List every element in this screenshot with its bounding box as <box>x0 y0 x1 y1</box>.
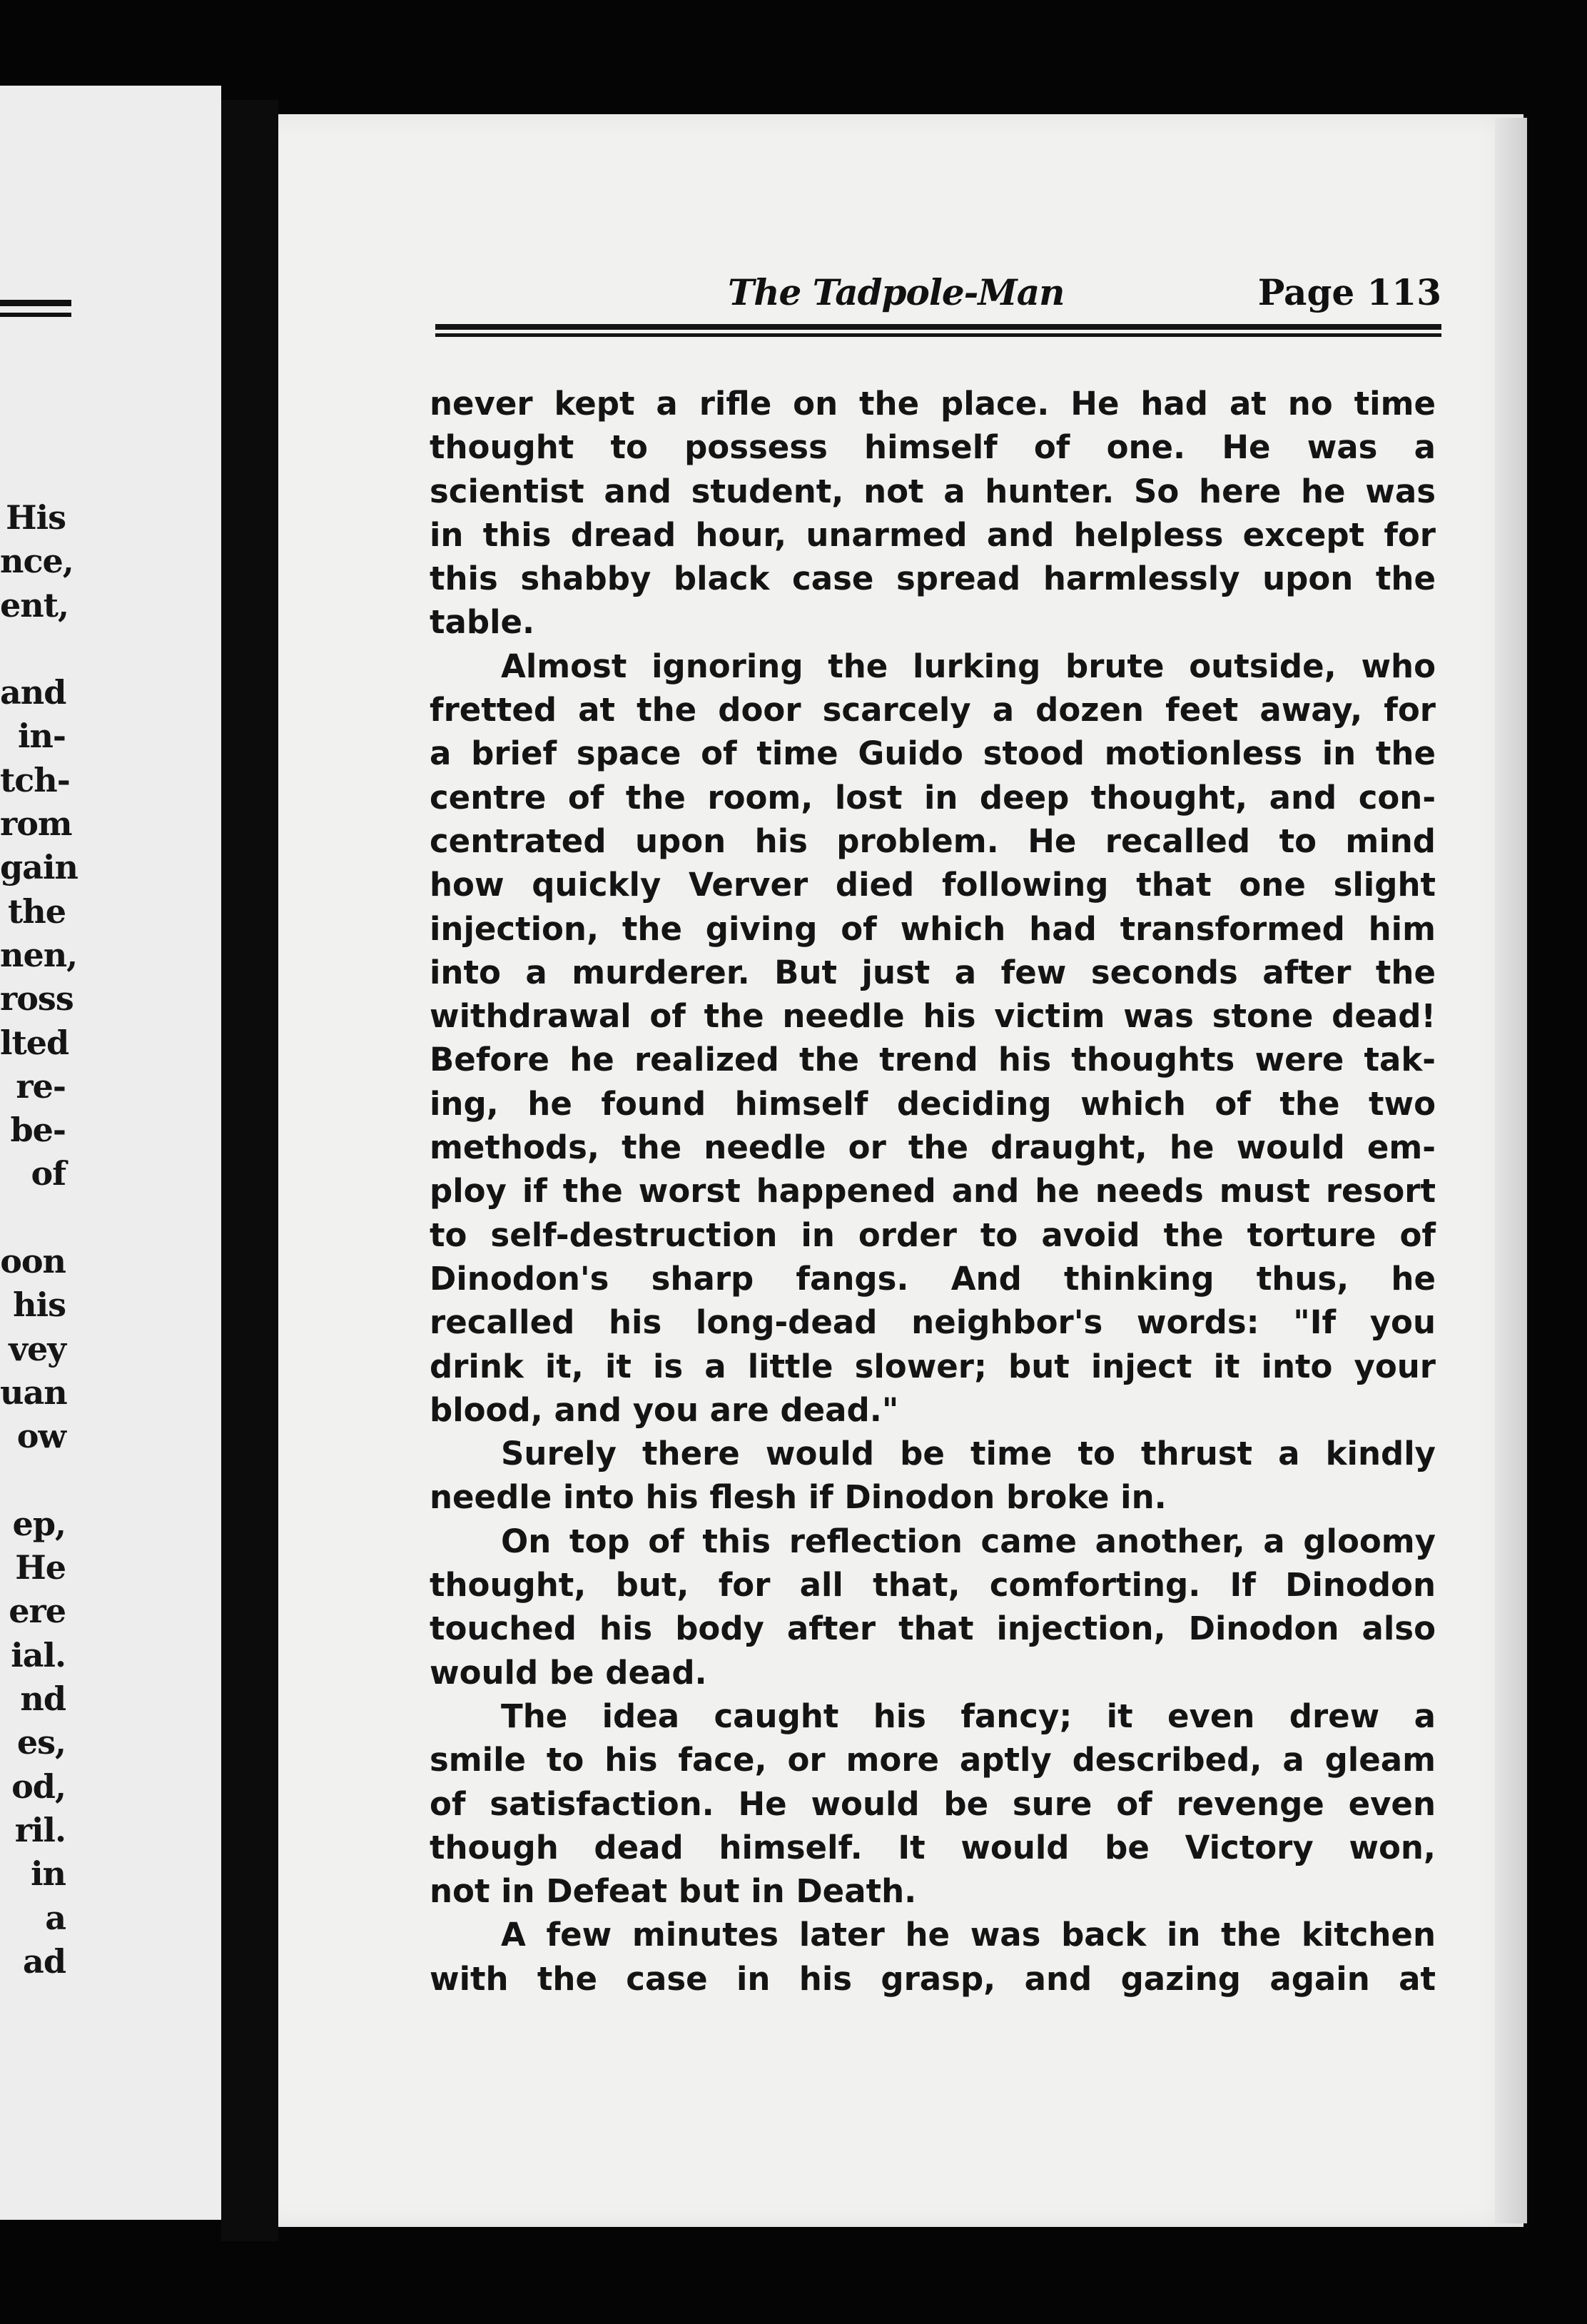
previous-page <box>0 86 221 2220</box>
previous-page-fragment: od, <box>11 1767 66 1806</box>
previous-page-fragment: ial. <box>11 1635 66 1674</box>
previous-page-fragment: ril. <box>14 1810 66 1849</box>
text-line: drink it, it is a little slower; but inject it into your <box>430 1347 1436 1385</box>
previous-page-fragment: rom <box>0 804 72 844</box>
text-line: fretted at the door scarcely a dozen feet away, for <box>430 691 1436 729</box>
book-page <box>278 114 1523 2227</box>
previous-page-fragment: gain <box>0 848 78 887</box>
running-title: The Tadpole-Man <box>728 271 1065 313</box>
text-line: Before he realized the trend his thoughts were tak- <box>430 1041 1436 1079</box>
previous-page-fragment: re- <box>16 1066 66 1106</box>
previous-page-text-fragments <box>0 496 78 1984</box>
previous-page-fragment <box>0 627 66 671</box>
text-line: ing, he found himself deciding which of the two <box>430 1084 1436 1123</box>
text-line: never kept a rifle on the place. He had at no time <box>430 385 1436 423</box>
previous-page-fragment: His <box>6 498 66 537</box>
book-gutter <box>221 100 278 2241</box>
previous-page-header-rule-thin <box>0 313 71 317</box>
text-line: centre of the room, lost in deep thought, and con- <box>430 778 1436 817</box>
previous-page-fragment: a <box>45 1898 66 1937</box>
previous-page-fragment: in- <box>17 717 66 756</box>
text-line: On top of this reflection came another, a gloomy <box>501 1522 1436 1560</box>
text-line: would be dead. <box>430 1653 707 1692</box>
previous-page-header-rule <box>0 300 71 306</box>
previous-page-fragment: the <box>8 891 66 931</box>
previous-page-fragment: ep, <box>12 1504 66 1543</box>
text-line: of satisfaction. He would be sure of revenge even <box>430 1784 1436 1823</box>
previous-page-fragment: uan <box>0 1373 67 1412</box>
previous-page-fragment: vey <box>9 1329 66 1368</box>
text-line: blood, and you are dead." <box>430 1390 899 1429</box>
text-line: table. <box>430 603 535 642</box>
previous-page-fragment <box>0 1196 66 1240</box>
header-rule <box>435 324 1441 330</box>
text-line: touched his body after that injection, Dinodon also <box>430 1610 1436 1648</box>
text-line: thought, but, for all that, comforting. If Dinodon <box>430 1566 1436 1605</box>
text-line: how quickly Verver died following that one slight <box>430 866 1436 904</box>
previous-page-fragment: ere <box>9 1592 66 1631</box>
text-line: methods, the needle or the draught, he would em- <box>430 1128 1436 1167</box>
previous-page-fragment: ent, <box>0 585 69 625</box>
previous-page-fragment: his <box>13 1285 66 1325</box>
text-line: to self-destruction in order to avoid the torture of <box>430 1216 1436 1254</box>
text-line: this shabby black case spread harmlessly upon the <box>430 560 1436 598</box>
text-line: scientist and student, not a hunter. So here he was <box>430 472 1436 510</box>
text-line: Almost ignoring the lurking brute outside, who <box>501 647 1436 685</box>
previous-page-fragment: be- <box>10 1111 66 1150</box>
text-line: in this dread hour, unarmed and helpless except for <box>430 515 1436 554</box>
text-line: centrated upon his problem. He recalled to mind <box>430 822 1436 860</box>
text-line: Dinodon's sharp fangs. And thinking thus, he <box>430 1259 1436 1298</box>
previous-page-fragment: es, <box>16 1723 66 1762</box>
text-line: withdrawal of the needle his victim was stone dead! <box>430 997 1436 1036</box>
text-line: Surely there would be time to thrust a kindly <box>501 1435 1436 1473</box>
previous-page-fragment: tch- <box>0 760 70 799</box>
page-edge <box>1495 118 1527 2223</box>
page-number: Page 113 <box>1257 271 1441 313</box>
previous-page-fragment: lted <box>0 1023 69 1062</box>
previous-page-fragment: ad <box>23 1941 66 1981</box>
text-line: injection, the giving of which had transformed him <box>430 909 1436 948</box>
text-line: ploy if the worst happened and he needs must resort <box>430 1172 1436 1211</box>
previous-page-fragment: ross <box>0 979 73 1019</box>
header-rule-thin <box>435 333 1441 337</box>
previous-page-fragment: in <box>31 1854 66 1894</box>
previous-page-fragment: nd <box>20 1679 66 1719</box>
text-line: thought to possess himself of one. He was a <box>430 428 1436 467</box>
text-line: though dead himself. It would be Victory won, <box>430 1828 1436 1866</box>
previous-page-fragment: He <box>15 1548 66 1587</box>
text-line: with the case in his grasp, and gazing again at <box>430 1959 1436 1998</box>
text-line: not in Defeat but in Death. <box>430 1872 917 1911</box>
text-line: recalled his long-dead neighbor's words: "If you <box>430 1303 1436 1342</box>
text-line: A few minutes later he was back in the kitchen <box>501 1916 1436 1954</box>
previous-page-fragment: oon <box>0 1242 66 1281</box>
previous-page-fragment: of <box>31 1154 66 1193</box>
text-line: a brief space of time Guido stood motionless in the <box>430 734 1436 773</box>
previous-page-fragment: nce, <box>0 542 73 581</box>
text-line: smile to his face, or more aptly described, a gleam <box>430 1741 1436 1779</box>
previous-page-fragment: nen, <box>0 935 78 974</box>
text-line: into a murderer. But just a few seconds after the <box>430 953 1436 991</box>
previous-page-fragment <box>0 1459 66 1502</box>
text-line: needle into his flesh if Dinodon broke in. <box>430 1478 1167 1517</box>
body-text <box>430 382 1436 2001</box>
previous-page-fragment: ow <box>16 1417 66 1456</box>
previous-page-fragment: and <box>0 673 66 712</box>
text-line: The idea caught his fancy; it even drew a <box>501 1697 1436 1735</box>
